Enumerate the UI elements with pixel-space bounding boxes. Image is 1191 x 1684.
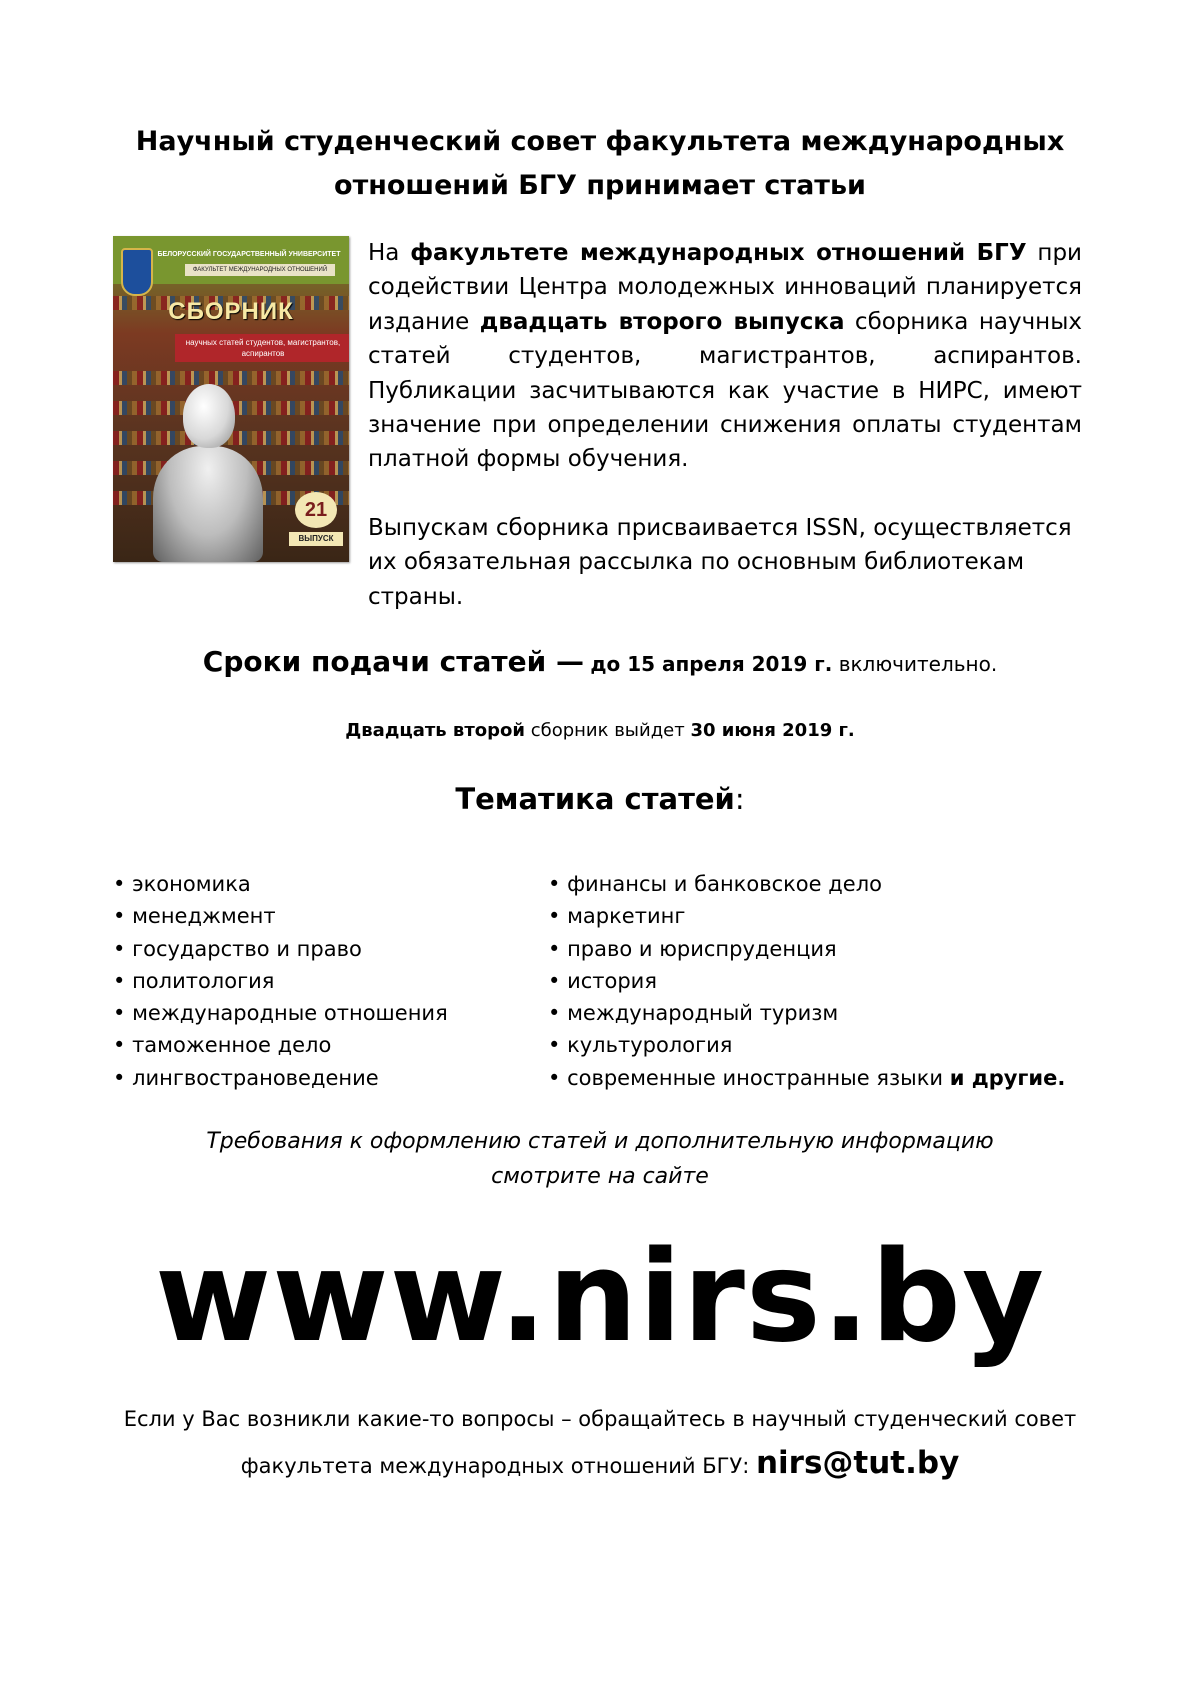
contact-text: факультета международных отношений БГУ: (240, 1454, 756, 1478)
requirements-note (110, 1124, 1090, 1194)
intro-paragraph-2: Выпускам сборника присваивается ISSN, осуществляется их обязательная рассылка по основным библиотекам страны. (368, 514, 1072, 610)
page-title (110, 120, 1090, 208)
topic-item: • право и юриспруденция (548, 933, 1108, 965)
intro-text-run: сборника научных статей студентов, магистрантов, аспирантов. Публикации засчитываются как участие в НИРС, имеют значение при определении снижения оплаты студентам платной формы обучения. (368, 308, 1082, 473)
topic-item: • лингвострановедение (113, 1062, 533, 1094)
intro-text-run: при содействии Центра молодежных инноваций планируется издание (368, 240, 1082, 335)
website-url[interactable]: www.nirs.by (154, 1223, 1046, 1370)
topic-item: • история (548, 965, 1108, 997)
topic-item: • менеджмент (113, 900, 533, 932)
robot-head-illustration (183, 384, 235, 448)
topic-item: • государство и право (113, 933, 533, 965)
cover-subtitle: научных статей студентов, магистрантов, аспирантов (175, 334, 349, 362)
release-date: 30 июня 2019 г. (690, 720, 855, 741)
cover-issue-number: 21 (295, 492, 337, 528)
requirements-line-1: Требования к оформлению статей и дополнительную информацию (206, 1129, 994, 1154)
book-cover-image (113, 236, 349, 562)
intro-text (368, 236, 1082, 614)
deadline-suffix: включительно. (838, 652, 998, 676)
topics-list-left (113, 868, 533, 1094)
contact-info (80, 1397, 1120, 1488)
cover-university: БЕЛОРУССКИЙ ГОСУДАРСТВЕННЫЙ УНИВЕРСИТЕТ (157, 251, 341, 258)
topic-item: • культурология (548, 1029, 1108, 1061)
contact-line-2 (80, 1441, 1120, 1488)
cover-title: СБОРНИК (168, 298, 294, 325)
topic-item: • финансы и банковское дело (548, 868, 1108, 900)
contact-email[interactable]: nirs@tut.by (755, 1445, 960, 1481)
deadline-label: Сроки подачи статей — (202, 645, 584, 678)
topic-item: • международные отношения (113, 997, 533, 1029)
requirements-line-2: смотрите на сайте (491, 1164, 709, 1189)
title-line-1: Научный студенческий совет факультета международных (135, 126, 1065, 157)
intro-text-run: На (368, 240, 411, 266)
release-line (110, 716, 1090, 746)
topics-heading (110, 779, 1090, 819)
topic-item-text: современные иностранные языки (567, 1065, 950, 1090)
topic-item: • маркетинг (548, 900, 1108, 932)
faculty-name: факультете международных отношений БГУ (410, 240, 1027, 266)
contact-line-1: Если у Вас возникли какие-то вопросы – обращайтесь в научный студенческий совет (123, 1407, 1077, 1431)
deadline-date: до 15 апреля 2019 г. (590, 652, 833, 676)
topics-heading-text: Тематика статей (455, 782, 735, 816)
cover-bookshelf (113, 371, 349, 385)
topics-list-right (548, 868, 1108, 1094)
release-text: сборник выйдет (524, 720, 691, 741)
cover-faculty: ФАКУЛЬТЕТ МЕЖДУНАРОДНЫХ ОТНОШЕНИЙ (185, 264, 335, 276)
title-line-2: отношений БГУ принимает статьи (334, 170, 866, 201)
topic-item-last (548, 1062, 1108, 1094)
topics-heading-colon: : (734, 782, 745, 816)
intro-paragraph-1 (368, 236, 1082, 477)
topic-item: • международный туризм (548, 997, 1108, 1029)
topic-item: • экономика (113, 868, 533, 900)
issue-emphasis: двадцать второго выпуска (479, 308, 845, 335)
university-emblem-icon (121, 248, 153, 296)
cover-issue-label: ВЫПУСК (289, 532, 343, 546)
topic-item: • политология (113, 965, 533, 997)
topic-item: • таможенное дело (113, 1029, 533, 1061)
deadline-line (110, 642, 1090, 684)
release-issue: Двадцать второй (345, 720, 525, 741)
topic-item-others: и другие. (949, 1065, 1066, 1090)
robot-body-illustration (153, 446, 263, 562)
